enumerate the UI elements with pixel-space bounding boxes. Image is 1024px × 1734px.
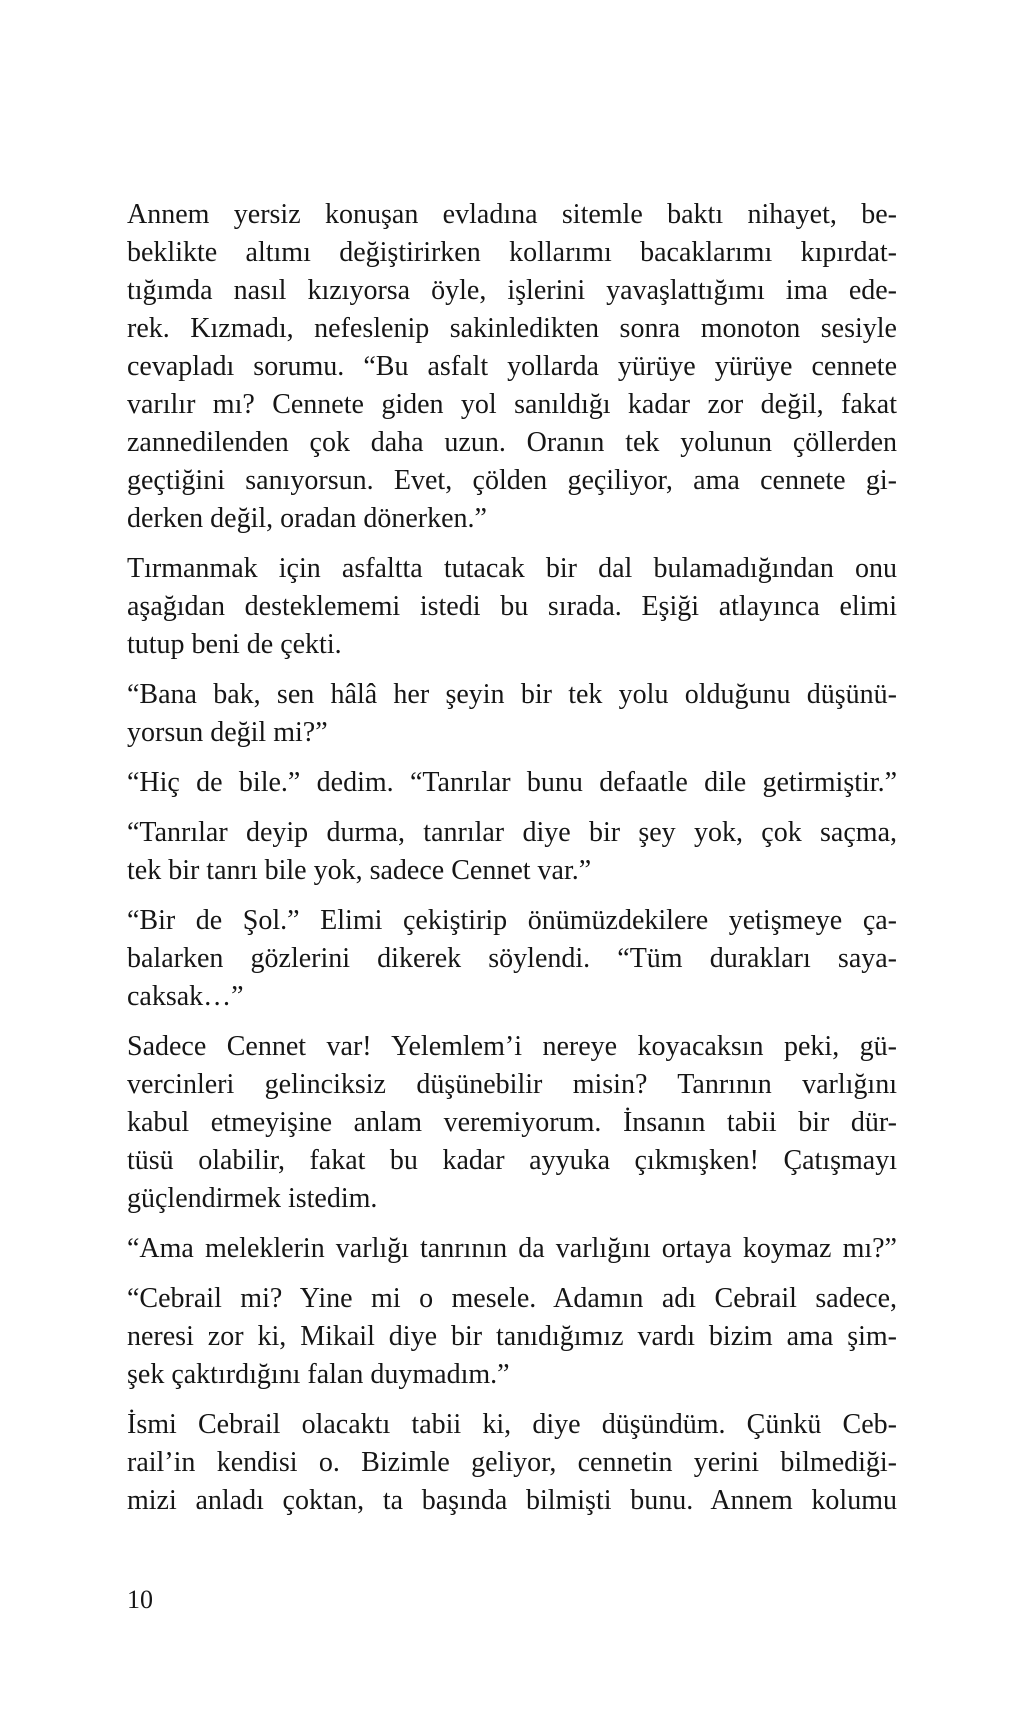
text-line: “Bana bak, sen hâlâ her şeyin bir tek yolu olduğunu düşünü- xyxy=(127,679,897,710)
paragraph xyxy=(127,550,897,664)
text-line: aşağıdan desteklememi istedi bu sırada. Eşiği atlayınca elimi xyxy=(127,591,897,622)
paragraph xyxy=(127,814,897,890)
text-block xyxy=(127,196,897,1532)
text-line: tüsü olabilir, fakat bu kadar ayyuka çıkmışken! Çatışmayı xyxy=(127,1145,897,1176)
text-line: neresi zor ki, Mikail diye bir tanıdığımız vardı bizim ama şim- xyxy=(127,1321,897,1352)
paragraph xyxy=(127,764,897,802)
paragraph xyxy=(127,196,897,538)
text-line: balarken gözlerini dikerek söylendi. “Tüm durakları saya- xyxy=(127,943,897,974)
text-line: beklikte altımı değiştirirken kollarımı bacaklarımı kıpırdat- xyxy=(127,237,897,268)
page-number: 10 xyxy=(127,1585,153,1614)
paragraph xyxy=(127,1406,897,1520)
paragraph xyxy=(127,1280,897,1394)
text-line: İsmi Cebrail olacaktı tabii ki, diye düşündüm. Çünkü Ceb- xyxy=(127,1409,897,1440)
text-line: “Hiç de bile.” dedim. “Tanrılar bunu defaatle dile getirmiştir.” xyxy=(127,767,897,798)
text-line: “Bir de Şol.” Elimi çekiştirip önümüzdekilere yetişmeye ça- xyxy=(127,905,897,936)
paragraph xyxy=(127,1230,897,1268)
text-line: rail’in kendisi o. Bizimle geliyor, cennetin yerini bilmediği- xyxy=(127,1447,897,1478)
text-line: tek bir tanrı bile yok, sadece Cennet var.” xyxy=(127,855,592,886)
text-line: “Tanrılar deyip durma, tanrılar diye bir şey yok, çok saçma, xyxy=(127,817,897,848)
text-line: vercinleri gelinciksiz düşünebilir misin? Tanrının varlığını xyxy=(127,1069,897,1100)
text-line: derken değil, oradan dönerken.” xyxy=(127,503,487,534)
text-line: tutup beni de çekti. xyxy=(127,629,342,660)
paragraph xyxy=(127,902,897,1016)
text-line: Sadece Cennet var! Yelemlem’i nereye koyacaksın peki, gü- xyxy=(127,1031,897,1062)
text-line: tığımda nasıl kızıyorsa öyle, işlerini yavaşlattığımı ima ede- xyxy=(127,275,897,306)
text-line: “Ama meleklerin varlığı tanrının da varlığını ortaya koymaz mı?” xyxy=(127,1233,897,1264)
text-line: varılır mı? Cennete giden yol sanıldığı kadar zor değil, fakat xyxy=(127,389,897,420)
text-line: şek çaktırdığını falan duymadım.” xyxy=(127,1359,510,1390)
text-line: “Cebrail mi? Yine mi o mesele. Adamın adı Cebrail sadece, xyxy=(127,1283,897,1314)
text-line: caksak…” xyxy=(127,981,244,1012)
text-line: zannedilenden çok daha uzun. Oranın tek yolunun çöllerden xyxy=(127,427,897,458)
paragraph xyxy=(127,676,897,752)
text-line: Tırmanmak için asfaltta tutacak bir dal bulamadığından onu xyxy=(127,553,897,584)
paragraph xyxy=(127,1028,897,1218)
text-line: rek. Kızmadı, nefeslenip sakinledikten sonra monoton sesiyle xyxy=(127,313,897,344)
text-line: yorsun değil mi?” xyxy=(127,717,328,748)
text-line: Annem yersiz konuşan evladına sitemle baktı nihayet, be- xyxy=(127,199,897,230)
text-line: cevapladı sorumu. “Bu asfalt yollarda yürüye yürüye cennete xyxy=(127,351,897,382)
text-line: güçlendirmek istedim. xyxy=(127,1183,378,1214)
text-line: mizi anladı çoktan, ta başında bilmişti bunu. Annem kolumu xyxy=(127,1485,897,1516)
text-line: kabul etmeyişine anlam veremiyorum. İnsanın tabii bir dür- xyxy=(127,1107,897,1138)
text-line: geçtiğini sanıyorsun. Evet, çölden geçiliyor, ama cennete gi- xyxy=(127,465,897,496)
